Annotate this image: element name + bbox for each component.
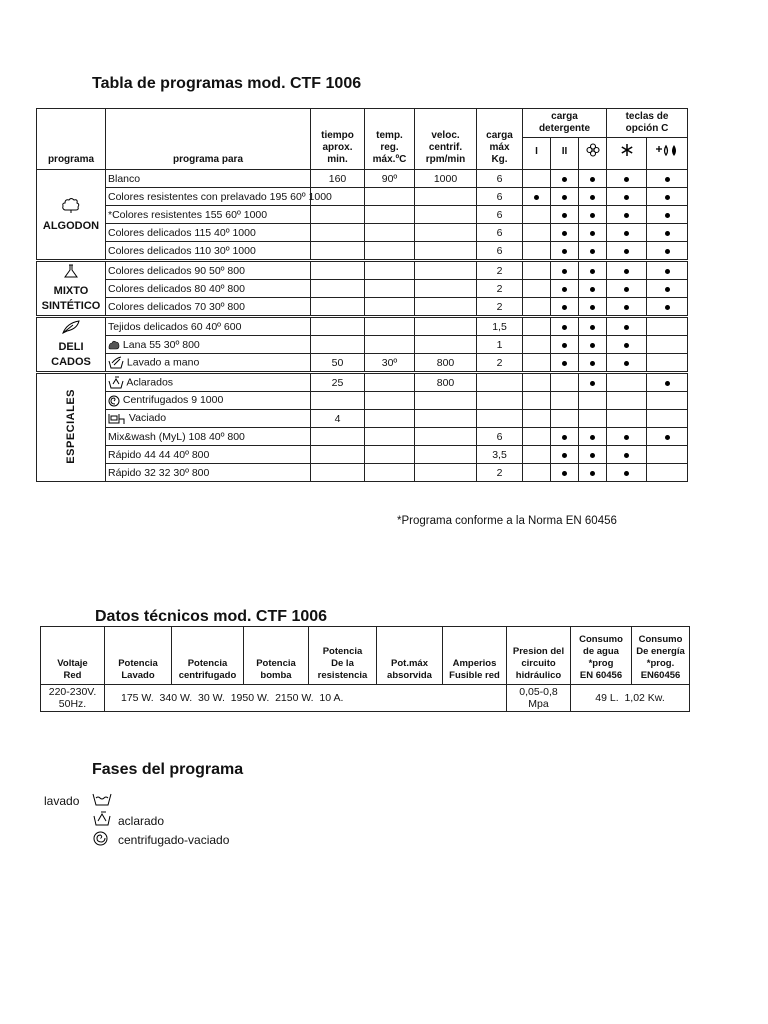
page-title: Tabla de programas mod. CTF 1006	[92, 75, 362, 92]
program-name: Lavado a mano	[106, 354, 311, 373]
table-row: Lana 55 30º 800 1	[37, 336, 688, 354]
header-programa: programa	[37, 109, 106, 170]
program-name: Blanco	[106, 170, 311, 188]
tech-title: Datos técnicos mod. CTF 1006	[95, 608, 328, 625]
header-pot-centr: Potencia centrifugado	[172, 627, 244, 685]
group-mixto: MIXTO SINTÉTICO	[37, 261, 106, 317]
cold-wash-icon	[607, 138, 647, 170]
wool-icon	[108, 340, 120, 350]
programs-table	[36, 108, 688, 482]
program-name: Rápido 32 32 30º 800	[106, 464, 311, 482]
phase-centrifugado-label: centrifugado-vaciado	[118, 833, 230, 847]
table-row: Mix&wash (MyL) 108 40º 800 6	[37, 428, 688, 446]
program-name: Rápido 44 44 40º 800	[106, 446, 311, 464]
header-pot-max: Pot.máx absorvida	[377, 627, 443, 685]
footnote: *Programa conforme a la Norma EN 60456	[397, 515, 617, 527]
phase-lavado-label: lavado	[44, 794, 80, 808]
program-name: Colores delicados 80 40º 800	[106, 280, 311, 298]
program-name: Colores delicados 110 30º 1000	[106, 242, 311, 261]
phase-aclarado-label: aclarado	[118, 814, 165, 828]
header-pot-res: Potencia De la resistencia	[309, 627, 377, 685]
header-voltaje: Voltaje Red	[41, 627, 105, 685]
softener-icon	[579, 138, 607, 170]
spin-icon	[108, 395, 120, 407]
header-agua: Consumo de agua *prog EN 60456	[571, 627, 632, 685]
program-name: Aclarados	[106, 373, 311, 392]
table-row: Vaciado 4	[37, 410, 688, 428]
program-name: Lana 55 30º 800	[106, 336, 311, 354]
table-row: Colores delicados 80 40º 800 2	[37, 280, 688, 298]
value-consumos: 49 L. 1,02 Kw.	[571, 685, 690, 712]
program-name: Colores delicados 90 50º 800	[106, 261, 311, 280]
rinse-icon	[108, 376, 124, 389]
cotton-icon	[61, 196, 81, 214]
table-row: MIXTO SINTÉTICO Colores delicados 90 50º 800 2	[37, 261, 688, 280]
program-name: Centrifugados 9 1000	[106, 392, 311, 410]
table-row: Colores delicados 110 30º 1000 6	[37, 242, 688, 261]
header-tiempo: tiempo aprox. min.	[311, 109, 365, 170]
wash-icon	[92, 792, 112, 806]
program-name: Vaciado	[106, 410, 311, 428]
table-row: Rápido 32 32 30º 800 2	[37, 464, 688, 482]
program-name: Colores delicados 115 40º 1000	[106, 224, 311, 242]
header-pot-bomba: Potencia bomba	[244, 627, 309, 685]
header-veloc: veloc. centrif. rpm/min	[415, 109, 477, 170]
program-name: Tejidos delicados 60 40º 600	[106, 317, 311, 336]
value-presion: 0,05-0,8 Mpa	[507, 685, 571, 712]
table-row: DELI CADOS Tejidos delicados 60 40º 600 1,5	[37, 317, 688, 336]
header-det-ii: II	[551, 138, 579, 170]
table-row: Colores resistentes con prelavado 195 60º 1000 6	[37, 188, 688, 206]
group-algodon: ALGODON	[37, 170, 106, 261]
table-row: ALGODON Blanco 160 90º 1000 6	[37, 170, 688, 188]
table-row	[37, 392, 688, 410]
header-energia: Consumo De energía *prog. EN60456	[632, 627, 690, 685]
group-especiales: ESPECIALES	[37, 373, 106, 482]
rinse-phase-icon	[93, 811, 111, 826]
table-row: *Colores resistentes 155 60º 1000 6	[37, 206, 688, 224]
header-presion: Presion del circuito hidráulico	[507, 627, 571, 685]
program-name: Colores delicados 70 30º 800	[106, 298, 311, 317]
drain-icon	[108, 413, 126, 425]
tech-table	[40, 626, 690, 712]
table-row: Lavado a mano 50 30º 800 2	[37, 354, 688, 373]
value-voltaje: 220-230V. 50Hz.	[41, 685, 105, 712]
table-row: Colores delicados 115 40º 1000 6	[37, 224, 688, 242]
header-amperios: Amperios Fusible red	[443, 627, 507, 685]
table-row: Rápido 44 44 40º 800 3,5	[37, 446, 688, 464]
header-programa-para: programa para	[106, 109, 311, 170]
value-potencias: 175 W. 340 W. 30 W. 1950 W. 2150 W. 10 A.	[105, 685, 507, 712]
program-name: Mix&wash (MyL) 108 40º 800	[106, 428, 311, 446]
header-carga-detergente: carga detergente	[523, 109, 607, 138]
header-pot-lavado: Potencia Lavado	[105, 627, 172, 685]
synthetic-icon	[63, 263, 79, 279]
spin-drain-icon	[93, 831, 108, 846]
phases-title: Fases del programa	[92, 761, 244, 778]
header-det-i: I	[523, 138, 551, 170]
group-delicados: DELI CADOS	[37, 317, 106, 373]
table-row: Colores delicados 70 30º 800 2	[37, 298, 688, 317]
feather-icon	[61, 319, 81, 335]
table-row: ESPECIALES Aclarados 25 800	[37, 373, 688, 392]
extra-water-icon	[647, 138, 688, 170]
header-carga: carga máx Kg.	[477, 109, 523, 170]
program-name: *Colores resistentes 155 60º 1000	[106, 206, 311, 224]
header-temp: temp. reg. máx.ºC	[365, 109, 415, 170]
program-name: Colores resistentes con prelavado 195 60º 1000	[106, 188, 311, 206]
header-teclas: teclas de opción C	[607, 109, 688, 138]
hand-wash-icon	[108, 356, 124, 369]
